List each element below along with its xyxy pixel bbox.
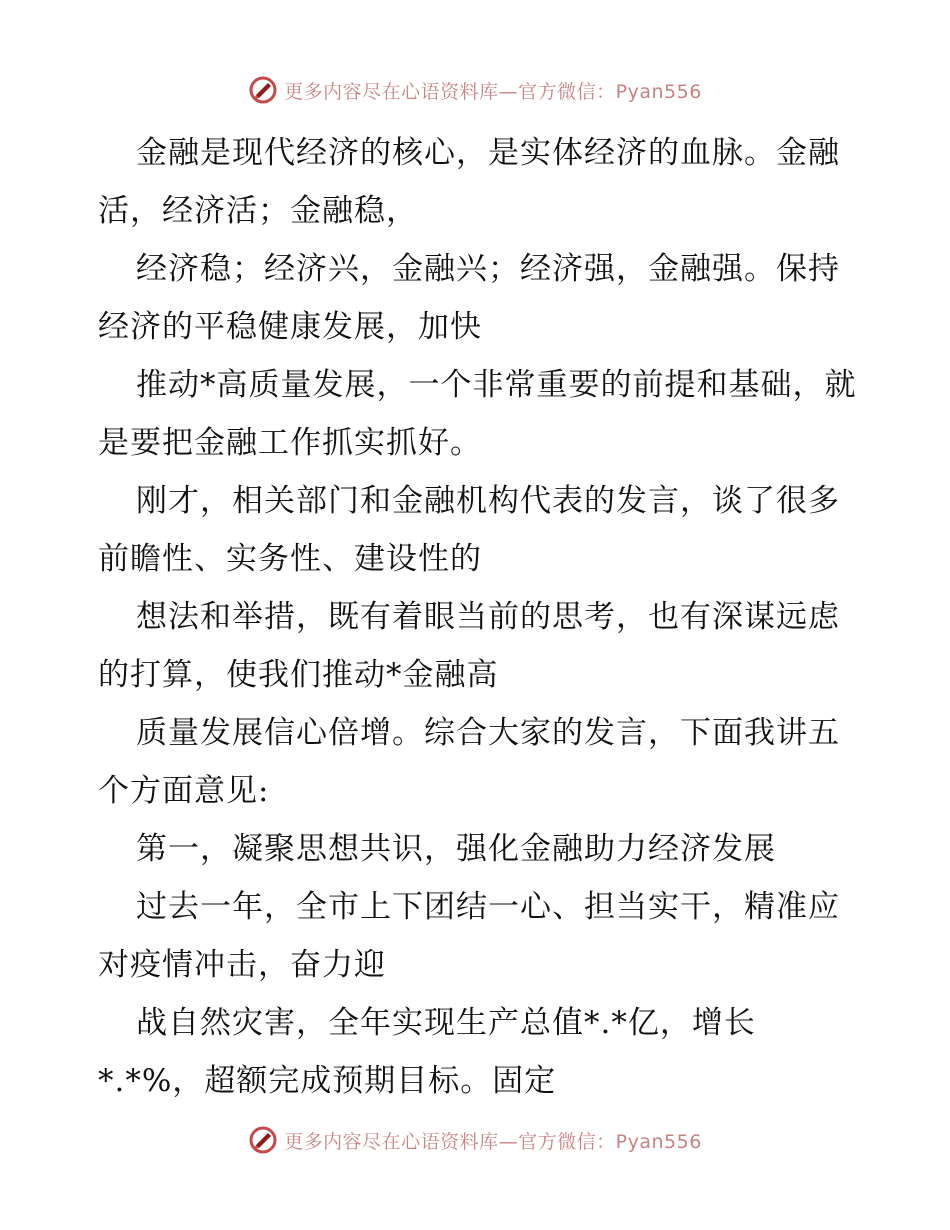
watermark-text: 更多内容尽在心语资料库—官方微信：Pyan556 <box>284 1130 702 1153</box>
watermark-header <box>0 72 950 108</box>
paragraph: 经济稳；经济兴，金融兴；经济强，金融强。保持经济的平稳健康发展，加快 <box>98 251 840 345</box>
section-heading: 第一，凝聚思想共识，强化金融助力经济发展 <box>136 831 776 867</box>
paragraph: 金融是现代经济的核心，是实体经济的血脉。金融活，经济活；金融稳， <box>98 135 840 229</box>
paragraph: 推动*高质量发展，一个非常重要的前提和基础，就是要把金融工作抓实抓好。 <box>98 367 857 461</box>
logo-icon <box>248 75 278 105</box>
paragraph: 战自然灾害，全年实现生产总值*.*亿，增长*.*%，超额完成预期目标。固定 <box>98 1005 756 1099</box>
paragraph: 刚才，相关部门和金融机构代表的发言，谈了很多前瞻性、实务性、建设性的 <box>98 483 840 577</box>
paragraph: 想法和举措，既有着眼当前的思考，也有深谋远虑的打算，使我们推动*金融高 <box>98 599 840 693</box>
watermark-text: 更多内容尽在心语资料库—官方微信：Pyan556 <box>284 80 702 103</box>
paragraph: 过去一年，全市上下团结一心、担当实干，精准应对疫情冲击，奋力迎 <box>98 889 840 983</box>
watermark-footer <box>0 1122 950 1158</box>
document-body <box>98 124 858 1110</box>
paragraph: 质量发展信心倍增。综合大家的发言，下面我讲五个方面意见: <box>98 715 840 809</box>
logo-icon <box>248 1125 278 1155</box>
